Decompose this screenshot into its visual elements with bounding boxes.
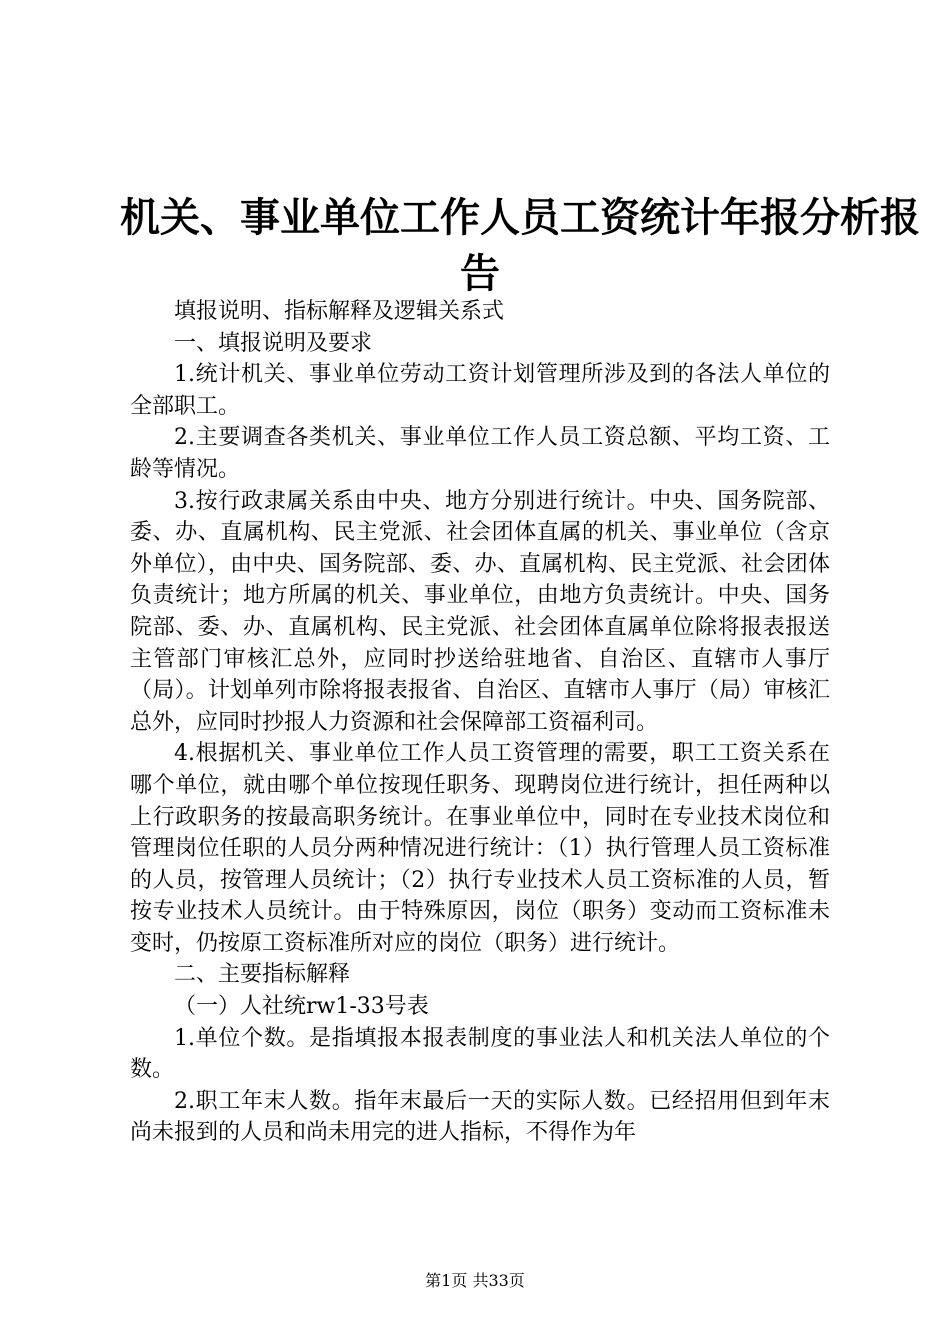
paragraph-item-6: 2.职工年末人数。指年末最后一天的实际人数。已经招用但到年末尚未报到的人员和尚未用完的进人指标，不得作为年 [130, 1088, 830, 1146]
document-body [130, 296, 830, 1149]
document-title-line2: 告 [460, 250, 500, 297]
paragraph-item-1: 1.统计机关、事业单位劳动工资计划管理所涉及到的各法人单位的全部职工。 [130, 362, 830, 419]
section-heading-1: 一、填报说明及要求 [174, 330, 373, 356]
paragraph-item-3: 3.按行政隶属关系由中央、地方分别进行统计。中央、国务院部、委、办、直属机构、民主党派、社会团体直属的机关、事业单位（含京外单位），由中央、国务院部、委、办、直属机构、民主党派、社会团体负责统计；地方所属的机关、事业单位，由地方负责统计。中央、国务院部、委、办、直属机构、民主党派、社会团体直属单位除将报表报送主管部门审核汇总外，应同时抄送给驻地省、自治区、直辖市人事厅（局）。计划单列市除将报表报省、自治区、直辖市人事厅（局）审核汇总外，应同时抄报人力资源和社会保障部工资福利司。 [130, 488, 830, 735]
paragraph-item-2: 2.主要调查各类机关、事业单位工作人员工资总额、平均工资、工龄等情况。 [130, 425, 830, 482]
paragraph-item-4: 4.根据机关、事业单位工作人员工资管理的需要，职工工资关系在哪个单位，就由哪个单位按现任职务、现聘岗位进行统计，担任两种以上行政职务的按最高职务统计。在事业单位中，同时在专业技术岗位和管理岗位任职的人员分两种情况进行统计：（1）执行管理人员工资标准的人员，按管理人员统计；（2）执行专业技术人员工资标准的人员，暂按专业技术人员统计。由于特殊原因，岗位（职务）变动而工资标准未变时，仍按原工资标准所对应的岗位（职务）进行统计。 [130, 741, 830, 956]
paragraph-item-5: 1.单位个数。是指填报本报表制度的事业法人和机关法人单位的个数。 [130, 1025, 830, 1083]
section-heading-2: 二、主要指标解释 [174, 962, 351, 988]
page-footer: 第1页 共33页 [425, 1271, 525, 1290]
subtitle: 填报说明、指标解释及逻辑关系式 [174, 299, 505, 324]
subsection-heading-1: （一）人社统rw1-33号表 [174, 994, 429, 1020]
document-title-line1: 机关、事业单位工作人员工资统计年报分析报 [120, 194, 920, 241]
